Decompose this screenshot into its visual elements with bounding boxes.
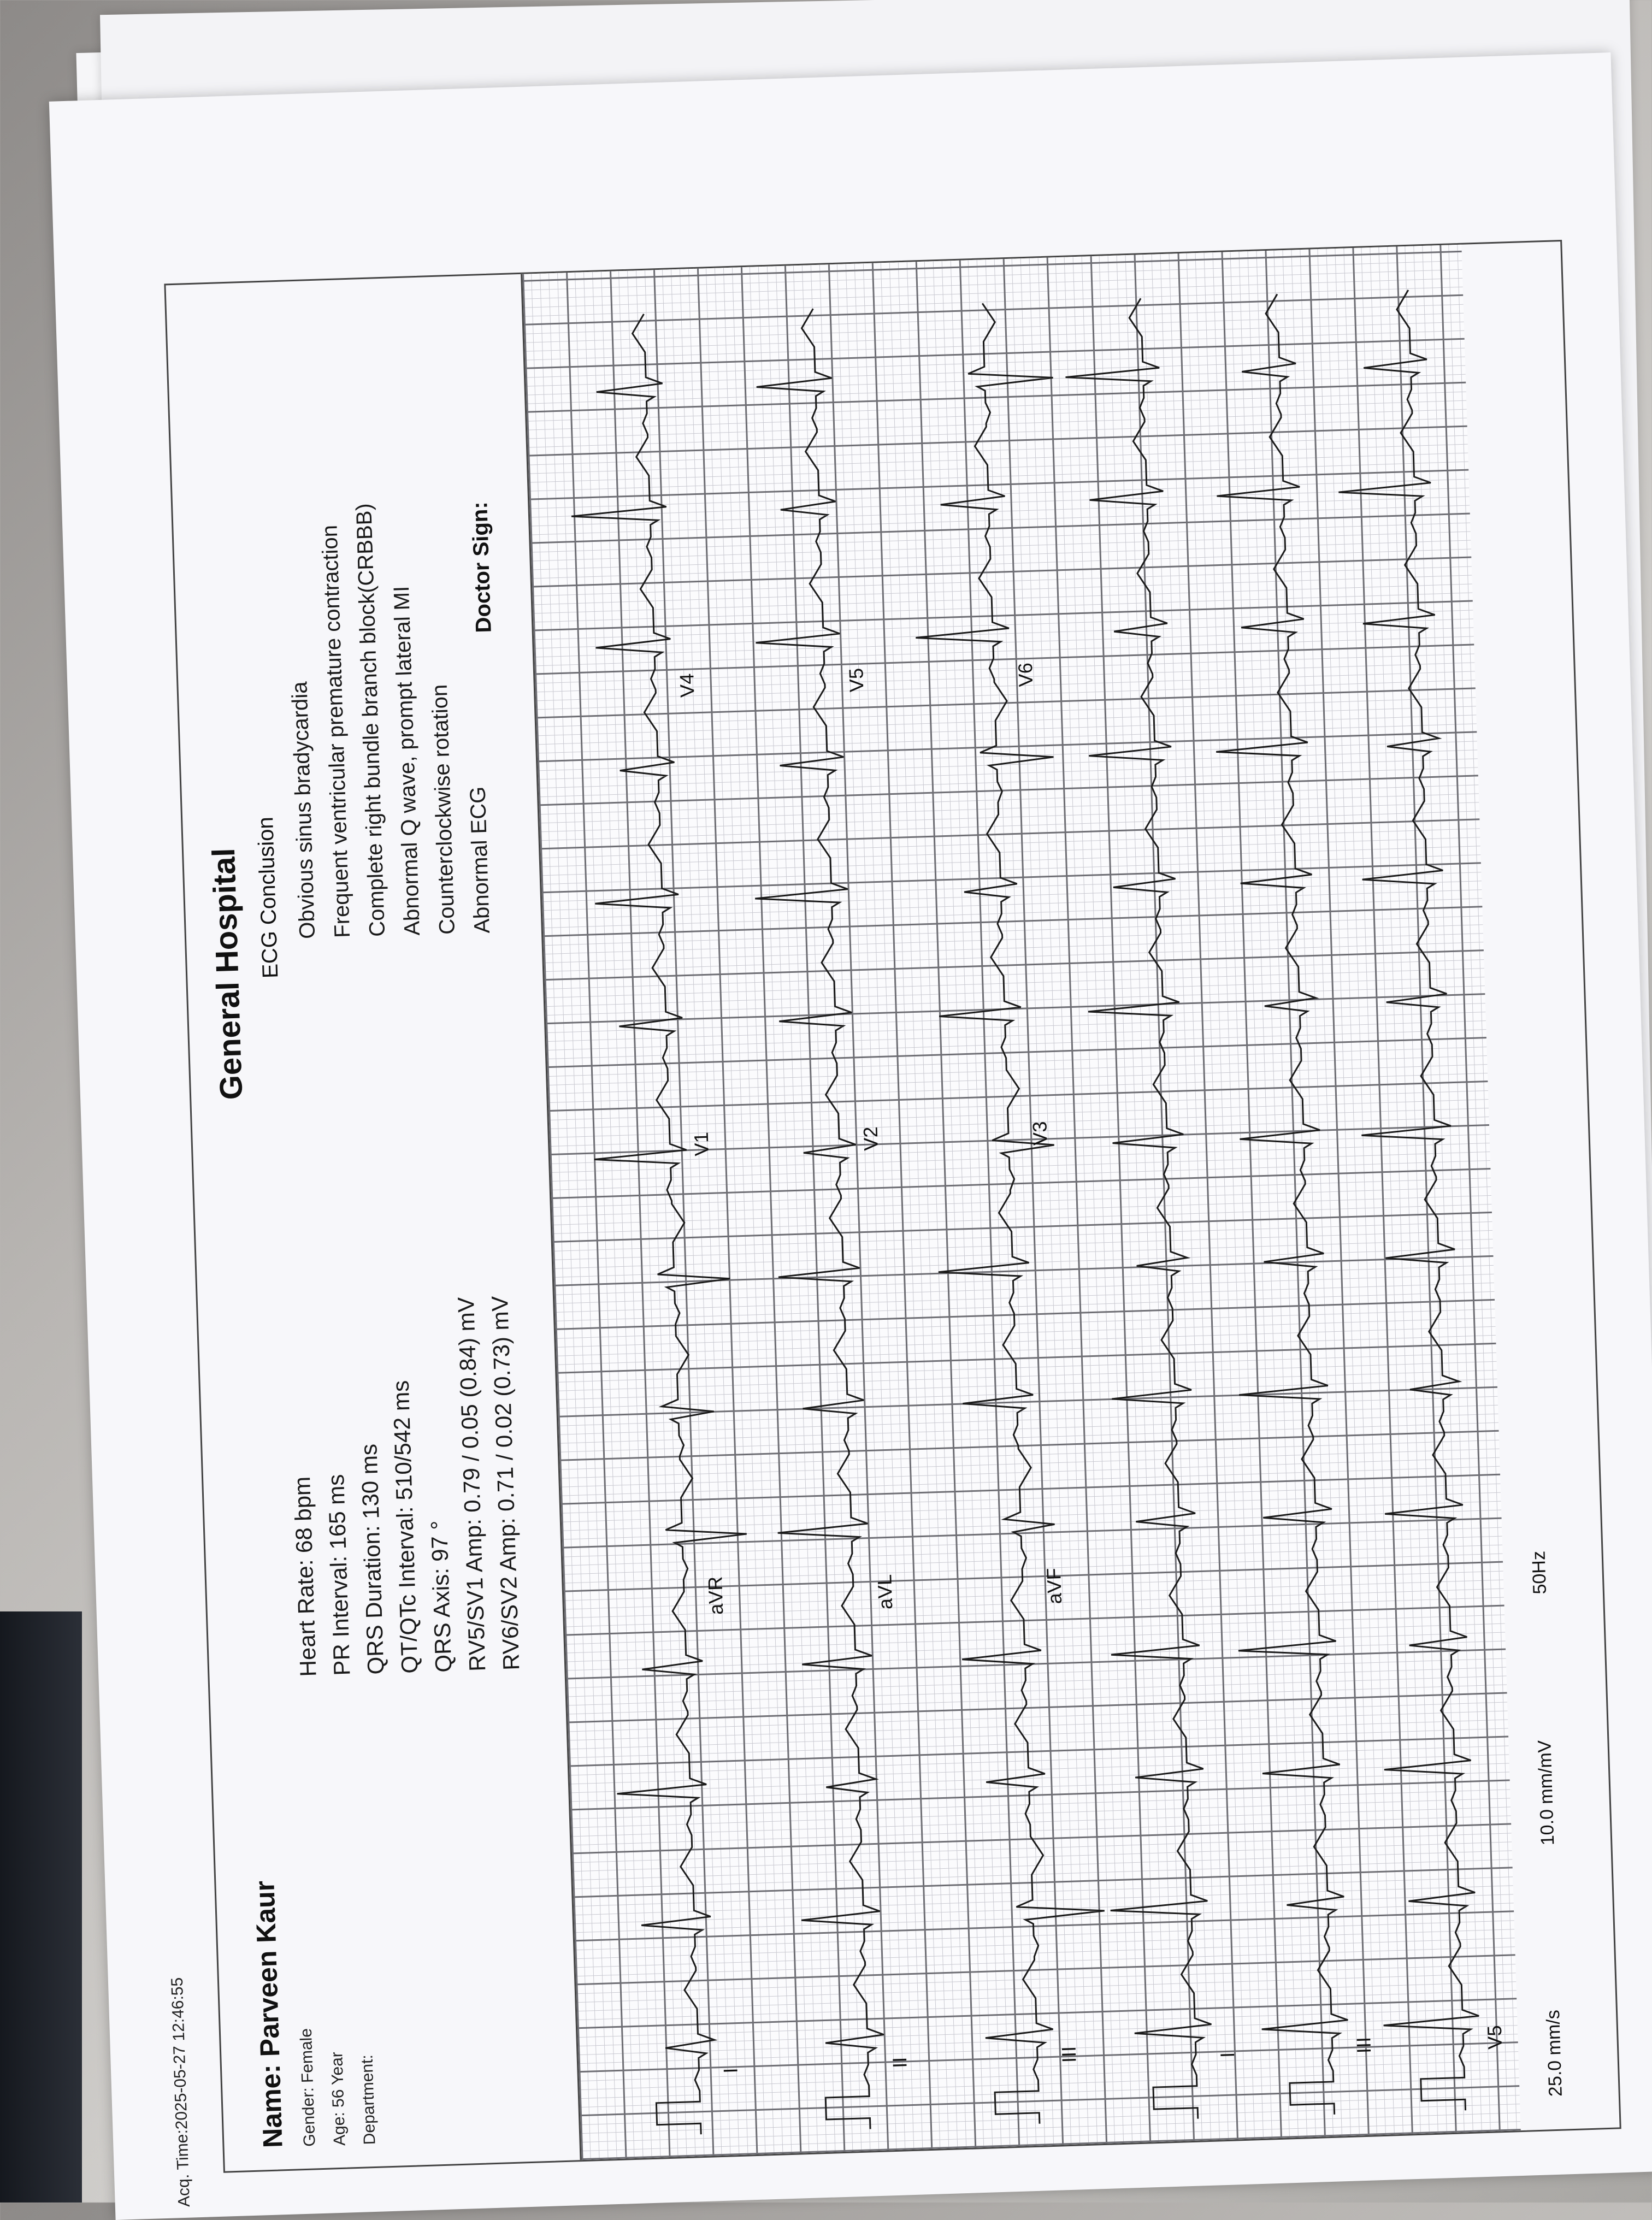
doctor-sign-label: Doctor Sign: <box>468 501 496 634</box>
lead-label: aVL <box>873 1574 897 1610</box>
lead-label: aVR <box>704 1576 728 1615</box>
conclusion-item: Frequent ventricular premature contraction <box>317 524 355 938</box>
hospital-title: General Hospital <box>205 847 250 1101</box>
ecg-traces <box>522 245 1521 2160</box>
ecg-conclusions <box>276 499 500 939</box>
qrs-duration: QRS Duration: 130 ms <box>356 1443 389 1675</box>
ecg-grid <box>521 245 1521 2160</box>
background-dark-cloth <box>0 1611 82 2203</box>
lead-label: V3 <box>1028 1121 1052 1146</box>
conclusion-title: ECG Conclusion <box>253 816 283 979</box>
lead-label: V1 <box>689 1131 713 1156</box>
patient-name: Name: Parveen Kaur <box>249 1880 288 2148</box>
qt-qtc-interval: QT/QTc Interval: 510/542 ms <box>387 1380 423 1674</box>
conclusion-item: Abnormal Q wave, prompt lateral MI <box>389 586 425 936</box>
conclusion-item: Counterclockwise rotation <box>427 684 460 935</box>
lead-label: V6 <box>1013 662 1037 687</box>
filter-setting: 50Hz <box>1528 1550 1550 1595</box>
rv6-sv2-amp: RV6/SV2 Amp: 0.71 / 0.02 (0.73) mV <box>486 1295 524 1671</box>
qrs-axis: QRS Axis: 97 ° <box>426 1520 457 1673</box>
pr-interval: PR Interval: 165 ms <box>322 1474 355 1676</box>
heart-rate: Heart Rate: 68 bpm <box>289 1476 321 1678</box>
lead-label: V2 <box>859 1126 882 1152</box>
lead-label: V5 <box>845 668 868 693</box>
conclusion-item: Complete right bundle branch block(CRBBB) <box>352 503 390 937</box>
patient-department: Department: <box>358 2054 379 2145</box>
conclusion-item: Obvious sinus bradycardia <box>287 681 320 940</box>
ecg-waveform <box>1329 290 1482 2113</box>
ecg-report-content <box>49 52 1652 2220</box>
ecg-waveform <box>736 308 887 2132</box>
ecg-waveform <box>565 312 766 2137</box>
ecg-waveform <box>905 301 1111 2126</box>
acquisition-time: Acq. Time:2025-05-27 12:46:55 <box>168 1977 193 2207</box>
ecg-waveform <box>1196 293 1351 2117</box>
lead-label: V4 <box>675 673 699 698</box>
paper-speed: 25.0 mm/s <box>1542 2009 1566 2097</box>
patient-age: Age: 56 Year <box>328 2051 349 2146</box>
conclusion-item: Abnormal ECG <box>465 786 494 934</box>
lead-label: III <box>1352 2036 1376 2054</box>
ecg-measurements <box>280 1295 528 1677</box>
lead-label: I <box>719 2067 742 2074</box>
lead-label: II <box>888 2057 911 2069</box>
lead-label: aVF <box>1042 1567 1066 1605</box>
lead-label: V5 <box>1483 2024 1507 2050</box>
patient-gender: Gender: Female <box>297 2028 319 2147</box>
lead-label: III <box>1057 2046 1081 2063</box>
ecg-waveform <box>1057 298 1214 2121</box>
gain-setting: 10.0 mm/mV <box>1534 1740 1559 1846</box>
ecg-report-sheet <box>49 52 1652 2220</box>
report-frame <box>164 240 1621 2173</box>
rv5-sv1-amp: RV5/SV1 Amp: 0.79 / 0.05 (0.84) mV <box>452 1296 491 1672</box>
lead-label: I <box>1216 2052 1239 2058</box>
